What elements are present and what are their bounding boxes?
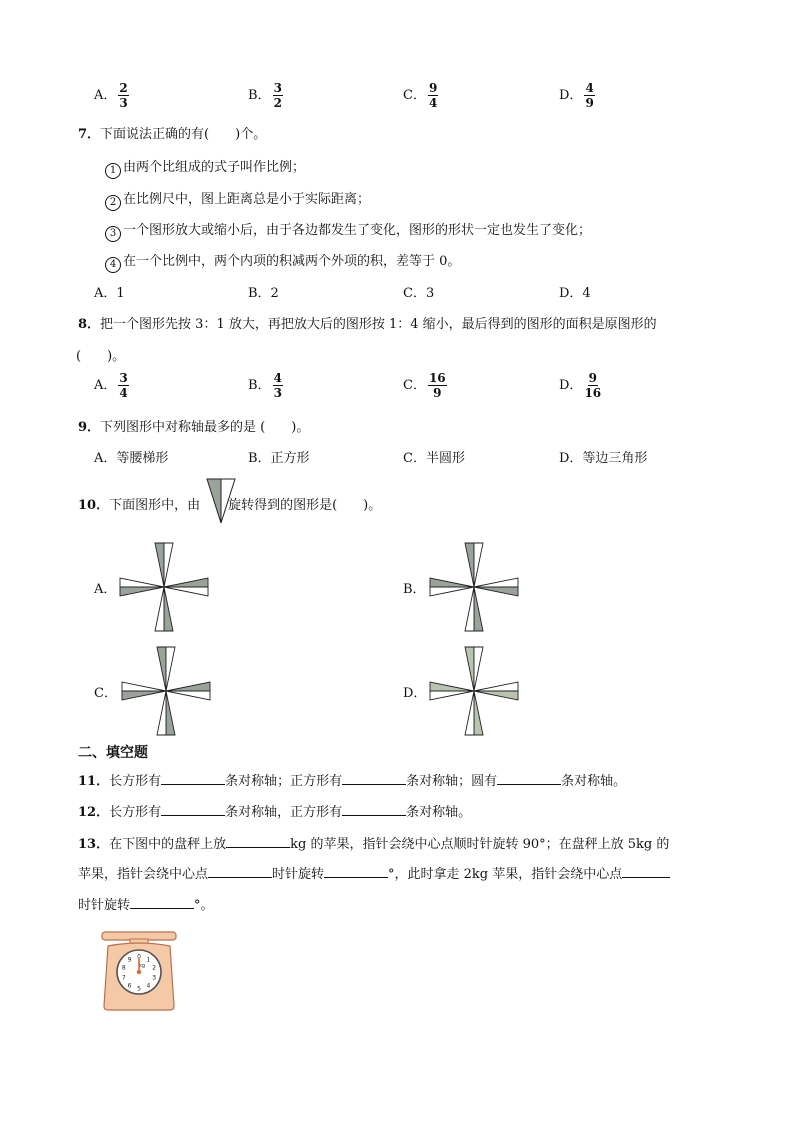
wedge-arm: [465, 587, 483, 631]
q10-option-c-label[interactable]: C．: [94, 686, 117, 701]
option-letter: B．: [248, 88, 271, 103]
q8-stem-line1: [78, 313, 657, 332]
question-number: 12．: [78, 805, 110, 820]
wedge-arm: [430, 578, 474, 596]
wedge-half: [157, 691, 166, 735]
wedge-arm: [155, 587, 173, 631]
q7-option-b[interactable]: B．2: [248, 286, 279, 301]
option-letter: C．: [403, 88, 426, 103]
option-letter: C．: [403, 378, 426, 393]
option-letter: D．: [559, 88, 583, 103]
dial-unit: kg: [138, 963, 146, 969]
q7-statement-3: [105, 219, 591, 242]
wedge-half: [465, 691, 474, 735]
q7-stem: [78, 123, 266, 142]
q9-option-a[interactable]: A．等腰梯形: [94, 451, 169, 466]
wedge-half: [164, 587, 208, 596]
q10-figure-b[interactable]: [428, 541, 520, 633]
q7-statement-4: [105, 250, 460, 273]
question-text: 下列图形中对称轴最多的是 ( )。: [100, 420, 310, 435]
wedge-half: [430, 587, 474, 596]
answer-blank[interactable]: [226, 835, 290, 848]
question-text-after: 旋转得到的图形是( )。: [228, 498, 382, 513]
wedge-arm: [155, 543, 173, 587]
q7-option-a[interactable]: A．1: [94, 286, 125, 301]
q7-statement-1: [105, 156, 305, 179]
dial-number: 5: [137, 985, 141, 993]
dial-number: 0: [137, 953, 141, 961]
wedge-half: [155, 543, 164, 587]
wedge-arm: [122, 682, 166, 700]
wedge-arm: [430, 682, 474, 700]
q6-option-c[interactable]: C． $\frac{9}{4}$: [403, 81, 438, 110]
q9-stem: [78, 416, 309, 435]
dial-number: 4: [146, 982, 151, 990]
q8-options: [0, 372, 794, 406]
statement-text: 由两个比组成的式子叫作比例；: [123, 160, 306, 175]
wedge-half: [166, 682, 210, 691]
question-number: 8．: [78, 317, 101, 332]
wedge-figure-icon: [207, 479, 235, 525]
q8-stem-line2: ( )。: [76, 349, 126, 364]
answer-blank[interactable]: [622, 865, 670, 878]
q13-line3: 时针旋转 °。: [78, 898, 214, 913]
option-letter: A．: [94, 378, 117, 393]
circled-number: 4: [105, 257, 121, 273]
answer-blank[interactable]: [342, 803, 406, 816]
wedge-half: [155, 587, 164, 631]
wedge-half: [122, 691, 166, 700]
wedge-arm: [465, 691, 483, 735]
q8-option-b[interactable]: B． $\frac{4}{3}$: [248, 371, 282, 400]
dial-number: 2: [152, 964, 157, 972]
section-heading: 二、填空题: [78, 745, 148, 761]
dial-number: 3: [152, 974, 157, 982]
q13-line1: 13．在下图中的盘秤上放 kg 的苹果，指针会绕中心点顺时针旋转 90°；在盘秤上放 5kg 的: [78, 837, 670, 852]
needle-hub: [137, 970, 141, 974]
q11: 11．长方形有 条对称轴；正方形有 条对称轴；圆有 条对称轴。: [78, 774, 627, 789]
question-text-before: 下面图形中，由: [109, 498, 201, 513]
question-number: 11．: [78, 774, 110, 789]
wedge-arm: [474, 682, 518, 700]
q7-statement-2: [105, 188, 370, 211]
wedge-half: [120, 578, 164, 587]
wedge-half: [474, 587, 518, 596]
wedge-half: [474, 682, 518, 691]
question-number: 13．: [78, 837, 110, 852]
q8-option-d[interactable]: D． $\frac{9}{16}$: [559, 371, 602, 400]
wedge-half: [166, 691, 210, 700]
wedge-half: [122, 682, 166, 691]
wedge-arm: [157, 691, 175, 735]
q7-option-c[interactable]: C．3: [403, 286, 435, 301]
wedge-arm: [474, 578, 518, 596]
circled-number: 2: [105, 195, 121, 211]
option-letter: A．: [94, 88, 117, 103]
q9-option-d[interactable]: D．等边三角形: [559, 451, 648, 466]
q10-option-b-label[interactable]: B．: [403, 582, 426, 597]
q7-option-d[interactable]: D．4: [559, 286, 591, 301]
q6-options: [0, 82, 794, 116]
wedge-half: [474, 691, 483, 735]
answer-blank[interactable]: [497, 772, 561, 785]
wedge-arm: [465, 647, 483, 691]
wedge-half: [430, 691, 474, 700]
dial-number: 7: [121, 974, 126, 982]
statement-text: 在比例尺中，图上距离总是小于实际距离；: [123, 192, 371, 207]
wedge-arm: [166, 682, 210, 700]
question-text: 下面说法正确的有( )个。: [100, 127, 267, 142]
answer-blank[interactable]: [161, 803, 225, 816]
q8-option-a[interactable]: A． $\frac{3}{4}$: [94, 371, 128, 400]
wedge-half: [166, 691, 175, 735]
wedge-half: [166, 647, 175, 691]
question-number: 7．: [78, 127, 101, 142]
statement-text: 在一个比例中，两个内项的积减两个外项的积，差等于 0。: [123, 254, 461, 269]
wedge-half: [120, 587, 164, 596]
wedge-half: [474, 578, 518, 587]
wedge-half: [465, 647, 474, 691]
q10-option-d-label[interactable]: D．: [403, 686, 427, 701]
answer-blank[interactable]: [130, 896, 194, 909]
q8-option-c[interactable]: C． $\frac{16}{9}$: [403, 371, 446, 400]
wedge-half: [164, 543, 173, 587]
wedge-half: [157, 647, 166, 691]
answer-blank[interactable]: [324, 865, 388, 878]
wedge-half: [474, 691, 518, 700]
circled-number: 1: [105, 163, 121, 179]
question-number: 9．: [78, 420, 101, 435]
wedge-half: [164, 587, 173, 631]
q6-option-d[interactable]: D． $\frac{4}{9}$: [559, 81, 594, 110]
q10-option-a-label[interactable]: A．: [94, 582, 117, 597]
wedge-arm: [157, 647, 175, 691]
wedge-half: [465, 543, 474, 587]
statement-text: 一个图形放大或缩小后，由于各边都发生了变化，图形的形状一定也发生了变化；: [123, 223, 592, 238]
wedge-arm: [465, 543, 483, 587]
wedge-half: [164, 578, 208, 587]
wedge-half: [474, 587, 483, 631]
dial-number: 9: [127, 956, 132, 964]
wedge-half: [474, 647, 483, 691]
option-letter: D．: [559, 378, 583, 393]
question-text: 把一个图形先按 3：1 放大，再把放大后的图形按 1：4 缩小，最后得到的图形的面积是原图形的: [100, 317, 657, 332]
wedge-arm: [120, 578, 164, 596]
q13-line2: 苹果，指针会绕中心点 时针旋转 °，此时拿走 2kg 苹果，指针会绕中心点: [78, 863, 670, 882]
dial-number: 1: [146, 956, 151, 964]
option-letter: B．: [248, 378, 271, 393]
wedge-arm: [164, 578, 208, 596]
q6-option-a[interactable]: A． $\frac{2}{3}$: [94, 81, 128, 110]
answer-blank[interactable]: [161, 772, 225, 785]
q10-figure-c[interactable]: [120, 645, 212, 737]
kitchen-scale-image: [100, 930, 178, 1012]
q6-option-b[interactable]: B． $\frac{3}{2}$: [248, 81, 282, 110]
q10-figure-a[interactable]: [118, 541, 210, 633]
circled-number: 3: [105, 226, 121, 242]
q9-option-b[interactable]: B．正方形: [248, 451, 310, 466]
answer-blank[interactable]: [208, 865, 272, 878]
q12: 12．长方形有 条对称轴，正方形有 条对称轴。: [78, 805, 472, 820]
dial-number: 8: [121, 964, 126, 972]
dial-number: 6: [127, 982, 132, 990]
wedge-half: [465, 587, 474, 631]
answer-blank[interactable]: [342, 772, 406, 785]
q9-option-c[interactable]: C．半圆形: [403, 451, 465, 466]
q10-figure-d[interactable]: [428, 645, 520, 737]
wedge-half: [474, 543, 483, 587]
wedge-half: [430, 578, 474, 587]
wedge-half: [430, 682, 474, 691]
question-number: 10．: [78, 498, 110, 513]
